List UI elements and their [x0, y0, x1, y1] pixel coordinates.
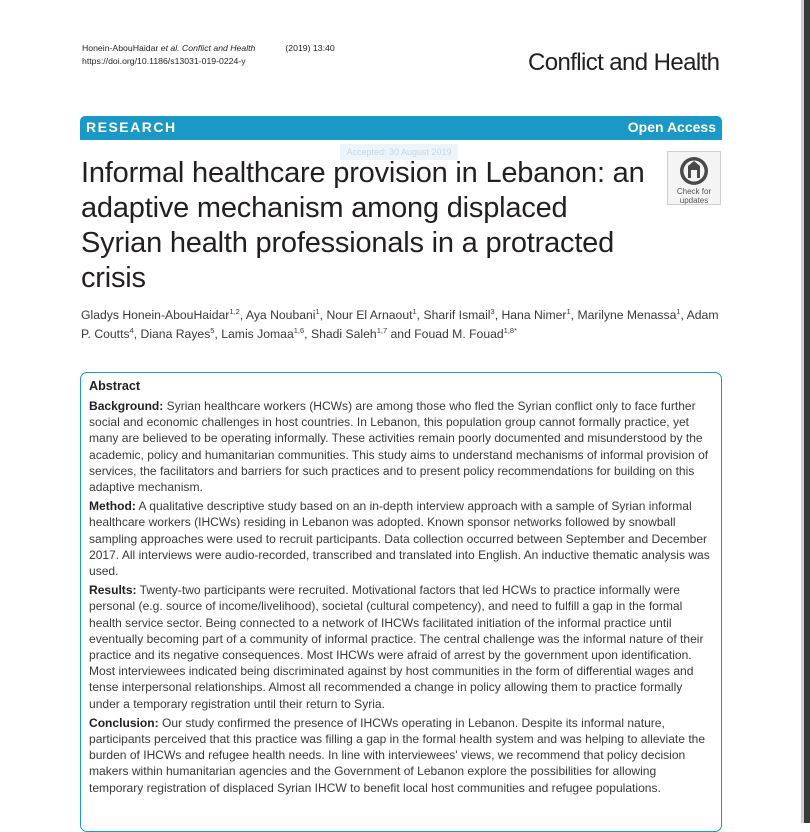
author-affiliation: 1 [412, 307, 417, 316]
author-separator: , [416, 308, 424, 322]
author-name: Hana Nimer [501, 308, 567, 322]
author-separator: , [680, 308, 687, 322]
abstract-box [80, 372, 722, 832]
author-affiliation: 1,8* [503, 326, 518, 335]
conclusion-text: Our study confirmed the presence of IHCWs operating in Lebanon. Despite its informal nature, participants perceived that this practice was filling a gap in the formal health system and was helping to alleviate the burden of IHCWs and refugee health needs. In line with interviewees' views, we recommend that policy decision makers within humanitarian agencies and the Government of Lebanon explore the possibilities for allowing temporary registration of displaced Syrian IHCW to benefit local host communities and refugee populations. [89, 715, 706, 795]
author-name: Adam P. Coutts [81, 308, 719, 341]
ghost-watermark-text: Accepted: 30 August 2019 [340, 144, 458, 160]
author-name: Aya Noubani [245, 308, 316, 322]
citation-year: (2019) 13:40 [285, 43, 335, 53]
author-affiliation: 5 [210, 326, 215, 335]
author-separator: , [133, 327, 141, 341]
author-affiliation: 4 [129, 326, 134, 335]
article-type-band [80, 116, 722, 140]
results-label: Results: [89, 583, 137, 598]
citation-header [82, 42, 335, 68]
abstract-heading: Abstract [89, 379, 141, 393]
author-affiliation: 1 [676, 307, 681, 316]
method-label: Method: [89, 499, 136, 514]
abstract-background [89, 398, 713, 495]
author-separator: , [239, 308, 246, 322]
open-access-label: Open Access [627, 119, 716, 135]
doi-link[interactable]: https://doi.org/10.1186/s13031-019-0224-y [82, 56, 246, 66]
author-separator: , [494, 308, 502, 322]
author-name: Lamis Jomaa [221, 327, 294, 341]
badge-line-1: Check for [676, 187, 712, 196]
author-affiliation: 1 [315, 307, 320, 316]
check-for-updates-badge[interactable] [667, 151, 721, 205]
author-name: Shadi Saleh [310, 327, 377, 341]
citation-authors: Honein-AbouHaidar [82, 43, 159, 53]
conclusion-label: Conclusion: [89, 715, 159, 730]
check-for-updates-icon [678, 155, 710, 187]
citation-journal: et al. Conflict and Health [160, 43, 256, 53]
journal-name: Conflict and Health [528, 49, 720, 76]
author-affiliation: 1 [566, 307, 571, 316]
author-name: Diana Rayes [140, 327, 211, 341]
background-label: Background: [89, 399, 164, 413]
author-separator: , [319, 308, 327, 322]
author-name: Marilyne Menassa [577, 308, 677, 322]
article-type-label: RESEARCH [86, 119, 177, 135]
method-text: A qualitative descriptive study based on an in-depth interview approach with a sample of Syrian informal healthcare workers (IHCWs) residing in Lebanon was adopted. Known sponsor networks followed by snowball sampling approaches were used to recruit participants. Data collection occurred between September and December 2017. All interviews were audio-recorded, transcribed and translated into English. An inductive thematic analysis was used. [89, 499, 710, 579]
abstract-conclusion [89, 715, 713, 796]
abstract-results [89, 582, 713, 712]
abstract-method [89, 498, 713, 579]
author-name: Nour El Arnaout [326, 308, 413, 322]
viewer-right-edge [804, 0, 810, 823]
author-separator: , [214, 327, 222, 341]
results-text: Twenty-two participants were recruited. Motivational factors that led HCWs to practice informally were personal (e.g. source of income/livelihood), societal (cultural competency), and need to fulfill a gap in the formal health service sector. Being connected to a network of IHCWs facilitated initiation of the informal practice until eventually becoming part of a community of informal practice. The central challenge was the informal nature of their practice and its negative consequences. Most IHCWs were afraid of arrest by the government upon identification. Most interviewees indicated being discriminated against by host communities in the form of differential wages and tense interpersonal relationships. Almost all recommended a change in policy allowing them to practice formally under a temporary registration until their return to Syria. [89, 583, 704, 711]
badge-line-2: updates [679, 196, 709, 205]
author-name: Gladys Honein-AbouHaidar [81, 308, 230, 322]
author-affiliation: 1,6 [293, 326, 305, 335]
author-separator: and [387, 327, 415, 341]
author-separator: , [304, 327, 311, 341]
author-affiliation: 3 [490, 307, 495, 316]
author-separator: , [570, 308, 578, 322]
author-list [81, 306, 721, 344]
author-name: Sharif Ismail [423, 308, 491, 322]
article-title: Informal healthcare provision in Lebanon: an adaptive mechanism among displaced Syrian health professionals in a protracted crisis [81, 157, 645, 294]
author-affiliation: 1,7 [376, 326, 388, 335]
author-affiliation: 1,2 [229, 307, 240, 316]
author-name: Fouad M. Fouad [414, 327, 504, 341]
background-text: Syrian healthcare workers (HCWs) are among those who fled the Syrian conflict only to face further social and economic challenges in host countries. In Lebanon, this population group cannot formally practice, yet many are believed to be operating informally. These activities remain poorly documented and misunderstood by the academic, policy and humanitarian communities. This study aims to understand mechanisms of informal provision of services, the facilitators and barriers for such practices and to present policy recommendations for building on this adaptive mechanism. [89, 399, 709, 495]
